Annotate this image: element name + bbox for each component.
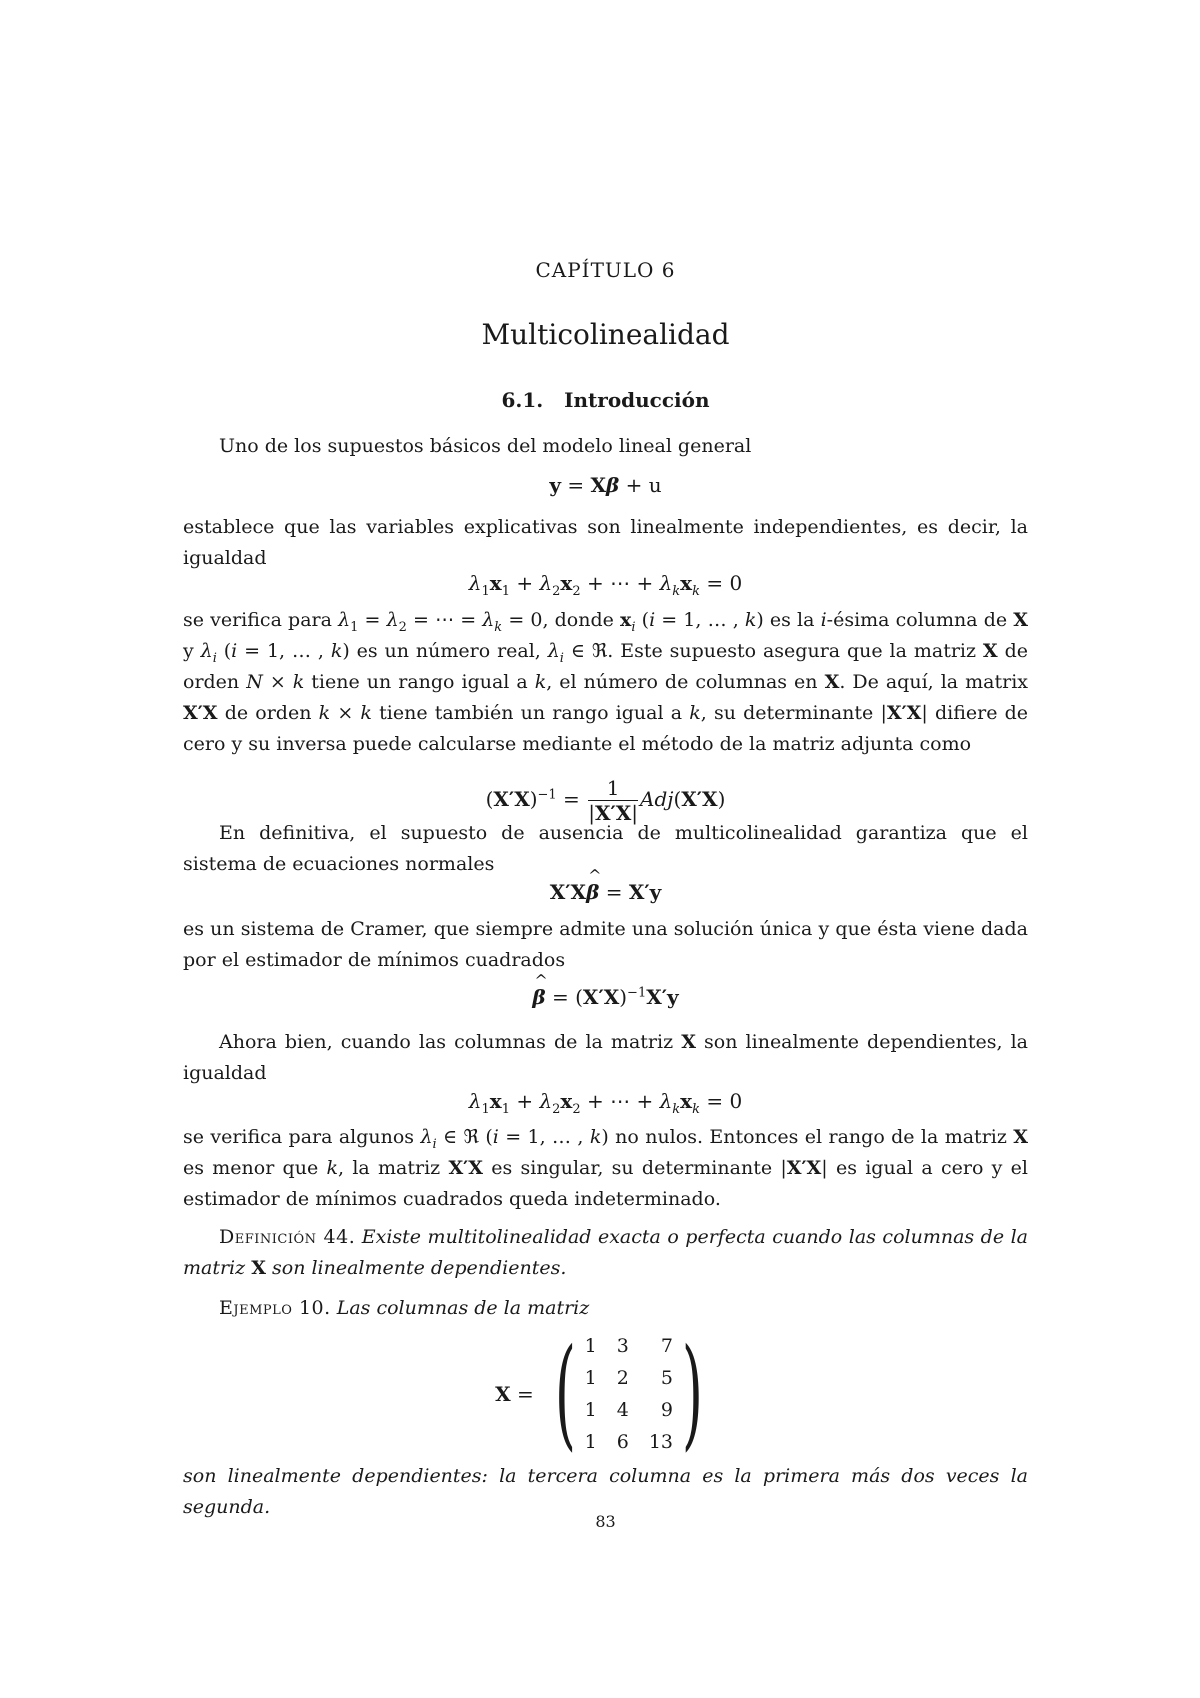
- matrix-row: [575, 1330, 683, 1362]
- matrix-cell: 13: [648, 1431, 674, 1453]
- matrix-cell: 3: [616, 1335, 629, 1357]
- matrix-cell: 4: [616, 1399, 629, 1421]
- paragraph-singular: se verifica para algunos $\lambda_i$ ∈ ℜ (i = 1, … , k) no nulos. Entonces el rango de la matriz X es menor que k, la matriz X′X es singular, su determinante |X′X| es igual a cero y el estimador de mínimos cuadrados queda indeterminado.: [183, 1126, 1029, 1210]
- equation-ols-estimator: ^ $\beta = (X'X)^{-1}X'y$: [183, 985, 1028, 1009]
- section-number: 6.1.: [501, 388, 544, 412]
- definition-block: Definición 44. Existe multitolinealidad exacta o perfecta cuando las columnas de la matriz X son linealmente dependientes.: [183, 1226, 1028, 1279]
- matrix-row: [575, 1362, 683, 1394]
- paragraph-dependence: Ahora bien, cuando las columnas de la matriz X son linealmente dependientes, la igualdad: [183, 1031, 1028, 1084]
- paragraph-normal-equations: En definitiva, el supuesto de ausencia de multicolinealidad garantiza que el sistema de ecuaciones normales: [183, 822, 1028, 875]
- matrix-table: [575, 1330, 683, 1458]
- chapter-label: CAPÍTULO 6: [535, 258, 676, 282]
- page-number: 83: [595, 1512, 616, 1531]
- matrix-cell: 6: [616, 1431, 629, 1453]
- chapter-title: Multicolinealidad: [481, 318, 730, 351]
- equation-linear-combination-2: $\lambda_1x_1 + \lambda_2x_2$ + ⋯ + $\lambda_kx_k = 0$: [468, 1089, 743, 1117]
- matrix-cell: 1: [584, 1335, 597, 1357]
- example-conclusion: son linealmente dependientes: la tercera columna es la primera más dos veces la segunda.: [183, 1465, 1028, 1518]
- equation-linear-combination: $\lambda_1x_1 + \lambda_2x_2$ + ⋯ + $\lambda_kx_k = 0$: [468, 571, 743, 599]
- example-label: Ejemplo 10.: [219, 1297, 331, 1319]
- matrix-cell: 1: [584, 1399, 597, 1421]
- matrix-cell: 1: [584, 1431, 597, 1453]
- section-heading: [183, 388, 1028, 412]
- matrix-x: ( 1 3 7 1 2 5 1 4 9 1 6 13 ): [554, 1324, 703, 1463]
- equation-model: y = Xβ + u: [549, 473, 662, 497]
- definition-label: Definición 44.: [219, 1226, 356, 1248]
- paragraph-independence: establece que las variables explicativas son linealmente independientes, es decir, la igualdad: [183, 516, 1028, 569]
- matrix-row: [575, 1394, 683, 1426]
- matrix-cell: 2: [616, 1367, 629, 1389]
- example-matrix-equation: X = ( 1 3 7 1 2 5 1 4 9 1 6 13 ): [183, 1330, 1028, 1458]
- equation-inverse: $(X'X)^{-1}$ = $\frac{1}{|X'X|}$ Adj(X′X): [485, 776, 726, 825]
- paragraph-cramer: es un sistema de Cramer, que siempre admite una solución única y que ésta viene dada por el estimador de mínimos cuadrados: [183, 918, 1028, 971]
- matrix-cell: 5: [660, 1367, 674, 1389]
- matrix-cell: 1: [584, 1367, 597, 1389]
- equation-normal: X′X^ β = X′y: [183, 880, 1028, 904]
- paragraph-rank: se verifica para $\lambda_1 = \lambda_2$ = ⋯ = $\lambda_k = 0$, donde $x_i$ (i = 1, … , k) es la i-ésima columna de X y $\lambda_i$ (i = 1, … , k) es un número real, $\lambda_i$ ∈ ℜ. Este supuesto asegura que la matriz X de orden N × k tiene un rango igual a k, el número de columnas en X. De aquí, la matrix X′X de orden k × k tiene también un rango igual a k, su determinante |X′X| difiere de cero y su inversa puede calcularse mediante el método de la matriz adjunta como: [183, 609, 1029, 755]
- matrix-row: [575, 1426, 683, 1458]
- section-title: Introducción: [564, 388, 710, 412]
- matrix-cell: 9: [660, 1399, 674, 1421]
- example-block: [183, 1293, 1028, 1324]
- matrix-cell: 7: [660, 1335, 674, 1357]
- paragraph-intro: Uno de los supuestos básicos del modelo lineal general: [219, 435, 752, 457]
- example-intro: Las columnas de la matriz: [336, 1297, 590, 1319]
